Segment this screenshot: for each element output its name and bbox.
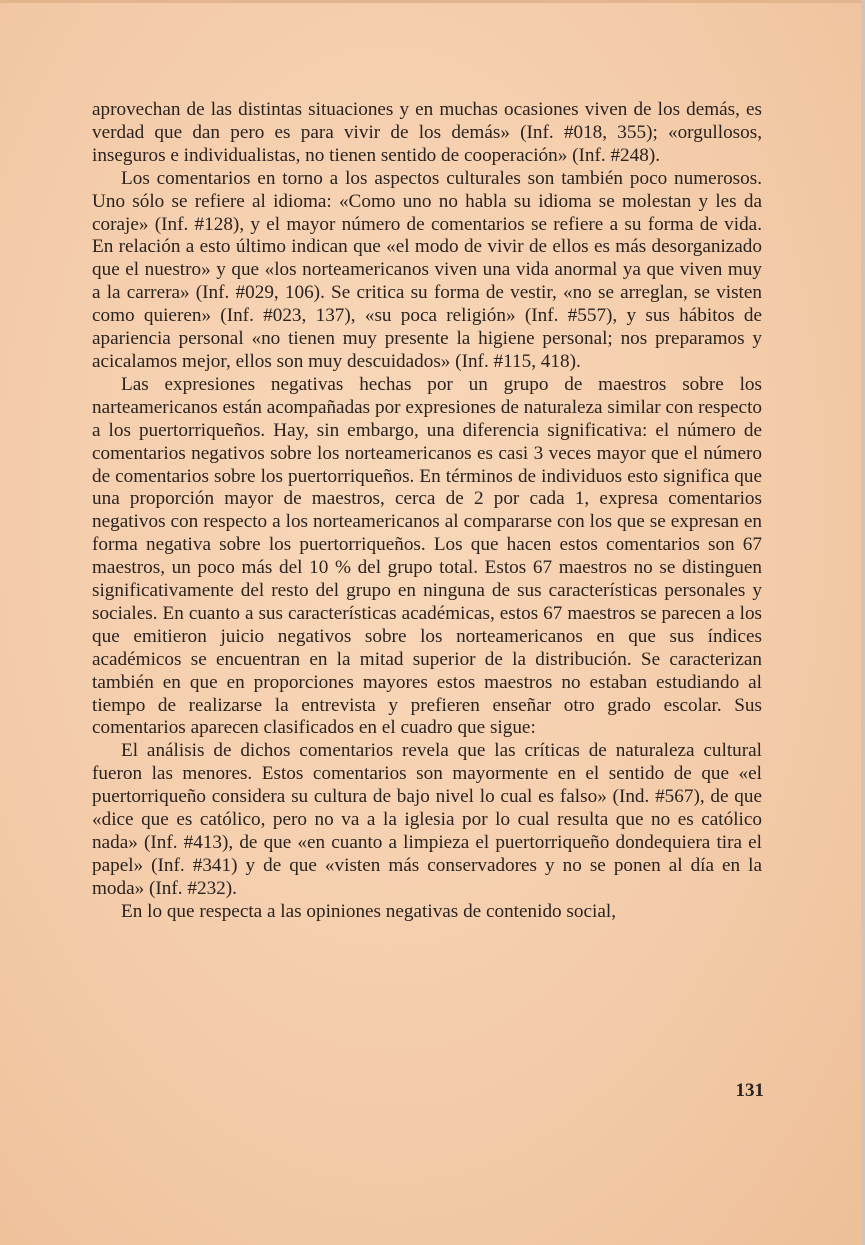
page-right-edge [861,0,865,1245]
paragraph-2: Los comentarios en torno a los aspectos culturales son también poco numerosos. Uno sólo se refiere al idioma: «Como uno no habla su idioma se molestan y les da coraje» (Inf. #128), y el mayor número de comentarios se refiere a su forma de vida. En relación a esto último indican que «el modo de vivir de ellos es más desorganizado que el nuestro» y que «los norteamericanos viven una vida anormal ya que viven muy a la carrera» (Inf. #029, 106). Se critica su forma de vestir, «no se arreglan, se visten como quieren» (Inf. #023, 137), «su poca religión» (Inf. #557), y sus hábitos de apariencia personal «no tienen muy presente la higiene personal; nos preparamos y acicalamos mejor, ellos son muy descuidados» (Inf. #115, 418). [92,167,762,372]
paragraph-1: aprovechan de las distintas situaciones y en muchas ocasiones viven de los demás, es verdad que dan pero es para vivir de los demás» (Inf. #018, 355); «orgullosos, inseguros e individualistas, no tienen sentido de cooperación» (Inf. #248). [92,99,762,166]
paragraph-5: En lo que respecta a las opiniones negativas de contenido social, [121,900,616,922]
page-top-edge [0,0,865,3]
page-number: 131 [735,1080,764,1101]
body-text [92,99,762,924]
paragraph-3: Las expresiones negativas hechas por un grupo de maestros sobre los narteamericanos están acompañadas por expresiones de naturaleza similar con respecto a los puertorriqueños. Hay, sin embargo, una diferencia significativa: el número de comentarios negativos sobre los norteamericanos es casi 3 veces mayor que el número de comentarios sobre los puertorriqueños. En términos de individuos esto significa que una proporción mayor de maestros, cerca de 2 por cada 1, expresa comentarios negativos con respecto a los norteamericanos al compararse con los que se expresan en forma negativa sobre los puertorriqueños. Los que hacen estos comentarios son 67 maestros, un poco más del 10 % del grupo total. Estos 67 maestros no se distinguen significativamente del resto del grupo en ninguna de sus características personales y sociales. En cuanto a sus características académicas, estos 67 maestros se parecen a los que emitieron juicio negativos sobre los norteamericanos en que sus índices académicos se encuentran en la mitad superior de la distribución. Se caracterizan también en que en proporciones mayores estos maestros no estaban estudiando al tiempo de realizarse la entrevista y prefieren enseñar otro grado escolar. Sus comentarios aparecen clasificados en el cuadro que sigue: [92,373,762,739]
paragraph-4: El análisis de dichos comentarios revela que las críticas de naturaleza cultural fueron las menores. Estos comentarios son mayormente en el sentido de que «el puertorriqueño considera su cultura de bajo nivel lo cual es falso» (Ind. #567), de que «dice que es católico, pero no va a la iglesia por lo cual resulta que no es católico nada» (Inf. #413), de que «en cuanto a limpieza el puertorriqueño dondequiera tira el papel» (Inf. #341) y de que «visten más conservadores y no se ponen al día en la moda» (Inf. #232). [92,740,762,899]
